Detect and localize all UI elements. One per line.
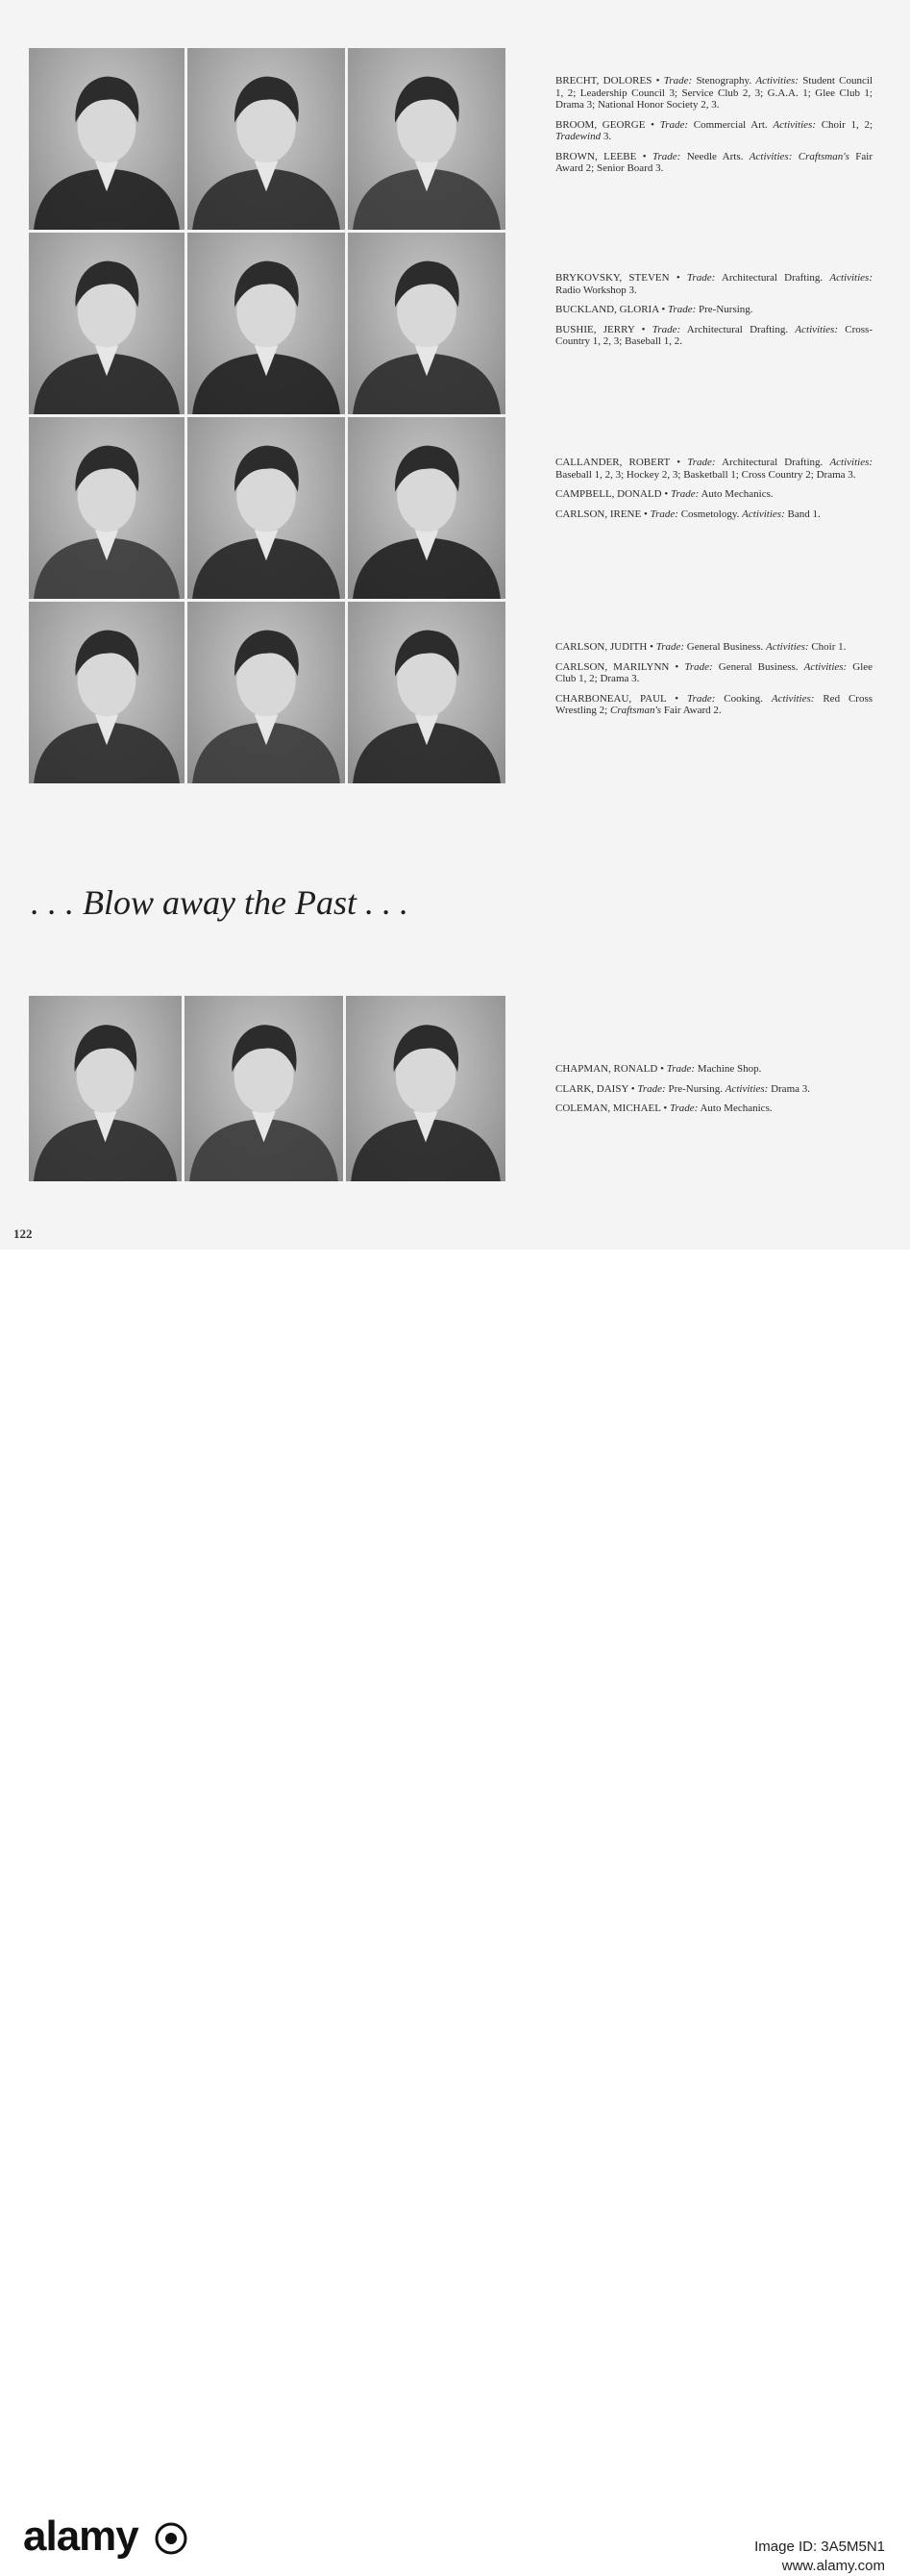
activities-label: Activities:: [725, 1082, 769, 1095]
trade-value: Pre-Nursing.: [668, 1082, 723, 1095]
trade-value: Stenography.: [696, 75, 752, 87]
activities-value: Drama 3.: [771, 1082, 811, 1095]
activities-value: Student Council 1, 2; Leadership Council 3; Service Club 2, 3; G.A.A. 1; Glee Club 1; Drama 3; National Honor Society 2, 3.: [555, 75, 873, 111]
student-portrait: [187, 233, 345, 414]
caption-group-5: [555, 1063, 873, 1123]
page-number: 122: [13, 1226, 33, 1241]
activities-label: Activities:: [755, 75, 799, 87]
student-name: BUSHIE, JERRY: [555, 323, 635, 335]
bullet-separator: •: [676, 457, 681, 468]
activities-label: Activities:: [765, 641, 809, 653]
activities-value: Cross-Country 1, 2, 3; Baseball 1, 2.: [555, 323, 873, 347]
activities-label: Activities:: [742, 508, 785, 520]
student-portrait: [348, 48, 505, 230]
trade-label: Trade:: [669, 1102, 699, 1114]
activities-label: Activities:: [829, 457, 873, 468]
activities-label: Activities:: [829, 272, 873, 284]
bullet-separator: •: [651, 118, 654, 131]
activities-value: Glee Club 1, 2; Drama 3.: [555, 660, 873, 684]
activities-value: Baseball 1, 2, 3; Hockey 2, 3; Basketball 1; Cross Country 2; Drama 3.: [555, 468, 856, 481]
bullet-separator: •: [663, 1102, 668, 1114]
student-entry: [555, 1102, 873, 1115]
student-name: BUCKLAND, GLORIA: [555, 304, 659, 315]
activities-value: Radio Workshop 3.: [555, 284, 637, 296]
trade-value: General Business.: [718, 660, 799, 673]
portrait-silhouette-icon: [29, 602, 184, 783]
student-name: CALLANDER, ROBERT: [555, 457, 671, 468]
student-portrait: [348, 602, 505, 783]
bullet-separator: •: [675, 660, 679, 673]
trade-value: Architectural Drafting.: [721, 272, 824, 284]
student-entry: [555, 661, 873, 685]
activities-italic: Craftsman's: [798, 150, 849, 162]
student-entry: [555, 508, 873, 521]
student-portrait: [187, 417, 345, 599]
activities-value: Red Cross Wrestling 2;: [555, 692, 873, 716]
student-entry: [555, 1083, 873, 1096]
caption-group-4: [555, 641, 873, 725]
portrait-silhouette-icon: [348, 602, 505, 783]
portrait-row-bottom: [29, 996, 505, 1181]
trade-value: General Business.: [686, 641, 764, 653]
bullet-separator: •: [641, 323, 646, 335]
bullet-separator: •: [643, 508, 648, 520]
bullet-separator: •: [675, 692, 679, 705]
portrait-silhouette-icon: [348, 48, 505, 230]
trade-label: Trade:: [667, 304, 697, 315]
activities-value: Choir 1, 2;: [821, 118, 873, 131]
watermark-bar: [0, 1250, 910, 2574]
bullet-separator: •: [660, 1063, 664, 1075]
alamy-mark-icon: [155, 2522, 187, 2555]
trade-value: Architectural Drafting.: [722, 457, 824, 468]
portrait-silhouette-icon: [29, 48, 184, 230]
student-name: COLEMAN, MICHAEL: [555, 1102, 661, 1114]
bullet-separator: •: [676, 272, 680, 284]
trade-label: Trade:: [666, 1063, 696, 1075]
bullet-separator: •: [655, 75, 660, 87]
portrait-silhouette-icon: [29, 996, 182, 1181]
trade-label: Trade:: [663, 75, 693, 87]
student-name: CHAPMAN, RONALD: [555, 1063, 658, 1075]
page-tagline: . . . Blow away the Past . . .: [31, 883, 408, 922]
stock-url[interactable]: www.alamy.com: [781, 2558, 885, 2574]
activities-label: Activities:: [771, 692, 815, 705]
bullet-separator: •: [650, 641, 653, 653]
student-entry: [555, 119, 873, 143]
trade-value: Auto Mechanics.: [700, 1102, 773, 1114]
student-portrait: [184, 996, 343, 1181]
student-portrait: [348, 417, 505, 599]
student-entry: [555, 151, 873, 175]
portrait-silhouette-icon: [29, 417, 184, 599]
student-portrait: [29, 48, 184, 230]
student-name: CARLSON, MARILYNN: [555, 660, 670, 673]
yearbook-page: [0, 0, 910, 1250]
stock-info: [754, 2538, 885, 2576]
student-portrait: [187, 48, 345, 230]
student-portrait: [29, 233, 184, 414]
student-entry: [555, 641, 873, 654]
bullet-separator: •: [630, 1082, 635, 1095]
trade-value: Pre-Nursing.: [699, 304, 753, 315]
student-name: CARLSON, JUDITH: [555, 641, 648, 653]
student-entry: [555, 457, 873, 481]
trade-label: Trade:: [637, 1082, 666, 1095]
student-name: CHARBONEAU, PAUL: [555, 692, 667, 705]
student-portrait: [29, 602, 184, 783]
trade-value: Machine Shop.: [697, 1063, 762, 1075]
activities-label: Activities:: [795, 323, 838, 335]
student-name: BRECHT, DOLORES: [555, 75, 652, 87]
student-entry: [555, 693, 873, 717]
portrait-silhouette-icon: [187, 602, 345, 783]
alamy-logo-text: alamy: [23, 2513, 138, 2560]
activities-label: Activities:: [803, 660, 848, 673]
student-entry: [555, 488, 873, 501]
student-name: BROWN, LEEBE: [555, 150, 637, 162]
portrait-silhouette-icon: [348, 233, 505, 414]
student-name: CLARK, DAISY: [555, 1082, 628, 1095]
student-entry: [555, 272, 873, 296]
activities-value: Choir 1.: [811, 641, 847, 653]
activities-italic: Craftsman's: [610, 705, 662, 716]
trade-label: Trade:: [686, 272, 716, 284]
portrait-grid: [29, 48, 505, 783]
student-portrait: [29, 996, 182, 1181]
trade-label: Trade:: [650, 508, 678, 520]
student-name: BRYKOVSKY, STEVEN: [555, 272, 670, 284]
bullet-separator: •: [642, 150, 647, 162]
portrait-silhouette-icon: [29, 233, 184, 414]
portrait-silhouette-icon: [187, 417, 345, 599]
student-portrait: [29, 417, 184, 599]
trade-label: Trade:: [652, 323, 681, 335]
student-entry: [555, 304, 873, 316]
student-entry: [555, 1063, 873, 1076]
trade-value: Cooking.: [724, 692, 763, 705]
bullet-separator: •: [661, 304, 666, 315]
student-entry: [555, 75, 873, 111]
trade-value: Auto Mechanics.: [701, 488, 774, 500]
portrait-silhouette-icon: [348, 417, 505, 599]
activities-value: 3.: [601, 131, 612, 142]
bullet-separator: •: [664, 488, 669, 500]
trade-value: Architectural Drafting.: [686, 323, 789, 335]
trade-label: Trade:: [655, 641, 685, 653]
portrait-silhouette-icon: [184, 996, 343, 1181]
trade-value: Needle Arts.: [686, 150, 744, 162]
student-portrait: [346, 996, 505, 1181]
portrait-silhouette-icon: [187, 48, 345, 230]
portrait-silhouette-icon: [187, 233, 345, 414]
activities-italic: Tradewind: [555, 131, 602, 142]
caption-group-1: [555, 75, 873, 183]
alamy-logo: [23, 2513, 187, 2561]
trade-label: Trade:: [652, 150, 681, 162]
student-name: CAMPBELL, DONALD: [555, 488, 662, 500]
caption-group-3: [555, 457, 873, 528]
trade-value: Cosmetology.: [680, 508, 740, 520]
student-name: CARLSON, IRENE: [555, 508, 642, 520]
trade-label: Trade:: [687, 692, 716, 705]
portrait-silhouette-icon: [346, 996, 505, 1181]
student-portrait: [187, 602, 345, 783]
student-portrait: [348, 233, 505, 414]
trade-value: Commercial Art.: [693, 118, 768, 131]
image-id: Image ID: 3A5M5N1: [754, 2539, 885, 2555]
activities-label: Activities:: [749, 150, 793, 162]
activities-value: Band 1.: [787, 508, 821, 520]
activities-value: Fair Award 2.: [661, 705, 722, 716]
trade-label: Trade:: [684, 660, 713, 673]
caption-group-2: [555, 272, 873, 356]
activities-label: Activities:: [773, 118, 816, 131]
student-name: BROOM, GEORGE: [555, 118, 646, 131]
trade-label: Trade:: [659, 118, 689, 131]
activities-value: Fair Award 2; Senior Board 3.: [555, 150, 873, 174]
trade-label: Trade:: [670, 488, 700, 500]
trade-label: Trade:: [687, 457, 716, 468]
student-entry: [555, 324, 873, 348]
